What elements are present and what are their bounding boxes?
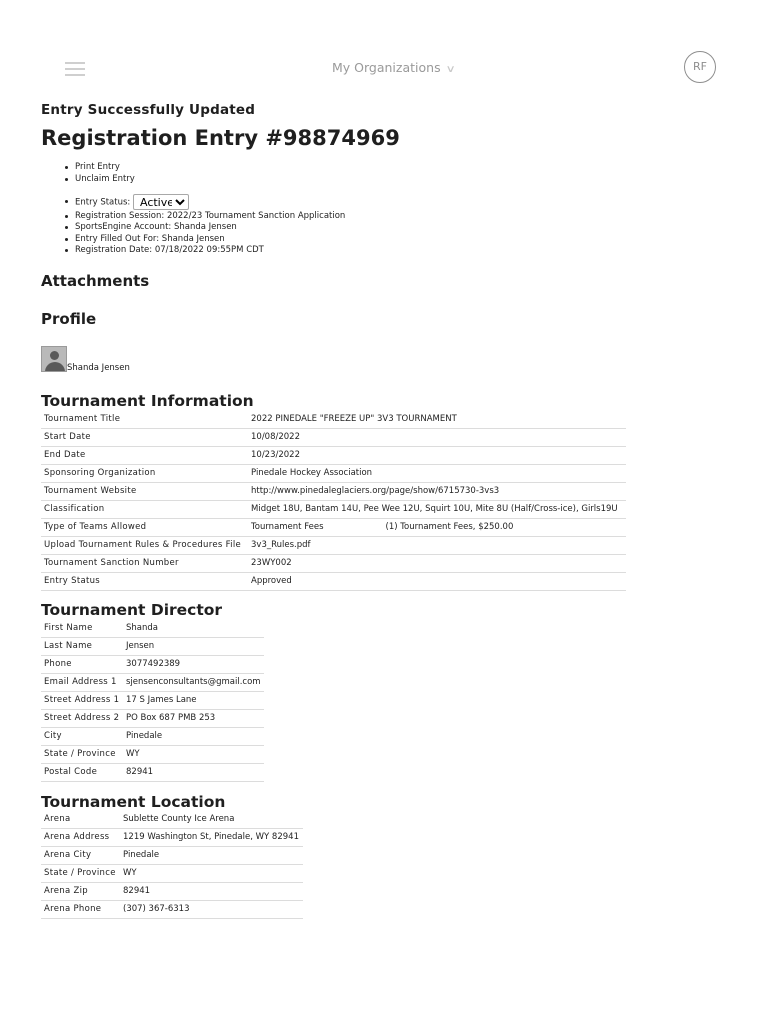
field-label: Tournament Title	[41, 411, 248, 429]
registration-date: Registration Date: 07/18/2022 09:55PM CDT	[75, 245, 345, 257]
page-title: Registration Entry #98874969	[41, 126, 400, 150]
field-value: Shanda	[123, 620, 264, 638]
field-label: State / Province	[41, 865, 120, 883]
field-value: Jensen	[123, 638, 264, 656]
field-value: 3077492389	[123, 656, 264, 674]
field-label: Street Address 2	[41, 710, 123, 728]
field-value: 10/23/2022	[248, 447, 626, 465]
field-value: Sublette County Ice Arena	[120, 811, 303, 829]
field-label: Entry Status	[41, 573, 248, 591]
field-value: 23WY002	[248, 555, 626, 573]
field-label: City	[41, 728, 123, 746]
table-row	[41, 638, 264, 656]
field-value: Midget 18U, Bantam 14U, Pee Wee 12U, Squirt 10U, Mite 8U (Half/Cross-ice), Girls19U	[248, 501, 626, 519]
profile-name: Shanda Jensen	[67, 363, 130, 373]
entry-meta-list	[75, 194, 345, 257]
field-value: PO Box 687 PMB 253	[123, 710, 264, 728]
profile-placeholder-icon	[41, 346, 67, 372]
table-row	[41, 555, 626, 573]
field-value: 17 S James Lane	[123, 692, 264, 710]
field-value: 10/08/2022	[248, 429, 626, 447]
field-label: Type of Teams Allowed	[41, 519, 248, 537]
tournament-director-heading: Tournament Director	[41, 601, 223, 619]
entry-status-label: Entry Status:	[75, 197, 131, 208]
list-item	[75, 174, 135, 186]
rules-file-link[interactable]: 3v3_Rules.pdf	[251, 540, 311, 550]
team-type-value: Tournament Fees	[251, 522, 324, 532]
table-row	[41, 537, 626, 555]
field-label: Arena Address	[41, 829, 120, 847]
table-row	[41, 501, 626, 519]
field-value	[248, 537, 626, 555]
field-value: 82941	[120, 883, 303, 901]
tournament-location-heading: Tournament Location	[41, 793, 226, 811]
field-value: Pinedale Hockey Association	[248, 465, 626, 483]
attachments-heading: Attachments	[41, 272, 150, 290]
hamburger-menu-icon[interactable]	[65, 62, 85, 76]
field-value: Pinedale	[120, 847, 303, 865]
table-row	[41, 811, 303, 829]
field-label: Upload Tournament Rules & Procedures File	[41, 537, 248, 555]
field-value: (307) 367-6313	[120, 901, 303, 919]
field-label: Arena Phone	[41, 901, 120, 919]
field-value: Pinedale	[123, 728, 264, 746]
field-label: Street Address 1	[41, 692, 123, 710]
field-label: Tournament Website	[41, 483, 248, 501]
field-value	[248, 483, 626, 501]
field-value: 82941	[123, 764, 264, 782]
field-value: sjensenconsultants@gmail.com	[123, 674, 264, 692]
field-value: 2022 PINEDALE "FREEZE UP" 3V3 TOURNAMENT	[248, 411, 626, 429]
table-row	[41, 674, 264, 692]
registration-session: Registration Session: 2022/23 Tournament Sanction Application	[75, 210, 346, 221]
tournament-fees-detail: (1) Tournament Fees, $250.00	[385, 522, 514, 532]
tournament-director-table	[41, 620, 264, 782]
table-row	[41, 883, 303, 901]
table-row	[41, 692, 264, 710]
field-value: WY	[123, 746, 264, 764]
field-label: State / Province	[41, 746, 123, 764]
field-label: Postal Code	[41, 764, 123, 782]
field-label: Arena Zip	[41, 883, 120, 901]
table-row	[41, 465, 626, 483]
organization-switcher[interactable]	[332, 60, 454, 75]
field-value	[248, 519, 626, 537]
field-label: Phone	[41, 656, 123, 674]
table-row	[41, 829, 303, 847]
success-message: Entry Successfully Updated	[41, 102, 256, 118]
field-label: Tournament Sanction Number	[41, 555, 248, 573]
entry-filled-for: Entry Filled Out For: Shanda Jensen	[75, 234, 345, 246]
field-label: First Name	[41, 620, 123, 638]
field-value: 1219 Washington St, Pinedale, WY 82941	[120, 829, 303, 847]
entry-status-select[interactable]	[133, 194, 189, 210]
chevron-down-icon: ∨	[445, 64, 456, 75]
table-row	[41, 620, 264, 638]
table-row	[41, 847, 303, 865]
top-bar	[0, 0, 770, 100]
unclaim-entry-link[interactable]: Unclaim Entry	[75, 173, 135, 184]
organization-switcher-label: My Organizations	[332, 60, 441, 75]
table-row	[41, 764, 264, 782]
user-avatar[interactable]: RF	[684, 51, 716, 83]
table-row	[41, 429, 626, 447]
field-label: Start Date	[41, 429, 248, 447]
field-label: End Date	[41, 447, 248, 465]
print-entry-link[interactable]: Print Entry	[75, 162, 120, 172]
table-row	[41, 483, 626, 501]
field-value: Approved	[248, 573, 626, 591]
table-row	[41, 728, 264, 746]
field-label: Arena	[41, 811, 120, 829]
table-row	[41, 865, 303, 883]
table-row	[41, 656, 264, 674]
tournament-information-heading: Tournament Information	[41, 392, 254, 410]
table-row	[41, 519, 626, 537]
table-row	[41, 447, 626, 465]
sportsengine-account: SportsEngine Account: Shanda Jensen	[75, 222, 345, 234]
tournament-information-table	[41, 411, 626, 591]
field-label: Arena City	[41, 847, 120, 865]
field-label: Email Address 1	[41, 674, 123, 692]
entry-status-row	[75, 194, 345, 211]
field-label: Sponsoring Organization	[41, 465, 248, 483]
table-row	[41, 573, 626, 591]
entry-actions-list	[75, 162, 135, 185]
tournament-website-link[interactable]: http://www.pinedaleglaciers.org/page/show/6715730-3vs3	[251, 486, 500, 496]
field-value: WY	[120, 865, 303, 883]
table-row	[41, 411, 626, 429]
field-label: Last Name	[41, 638, 123, 656]
table-row	[41, 746, 264, 764]
tournament-location-table	[41, 811, 303, 919]
profile-heading: Profile	[41, 310, 97, 328]
list-item	[75, 162, 135, 174]
table-row	[41, 901, 303, 919]
field-label: Classification	[41, 501, 248, 519]
table-row	[41, 710, 264, 728]
